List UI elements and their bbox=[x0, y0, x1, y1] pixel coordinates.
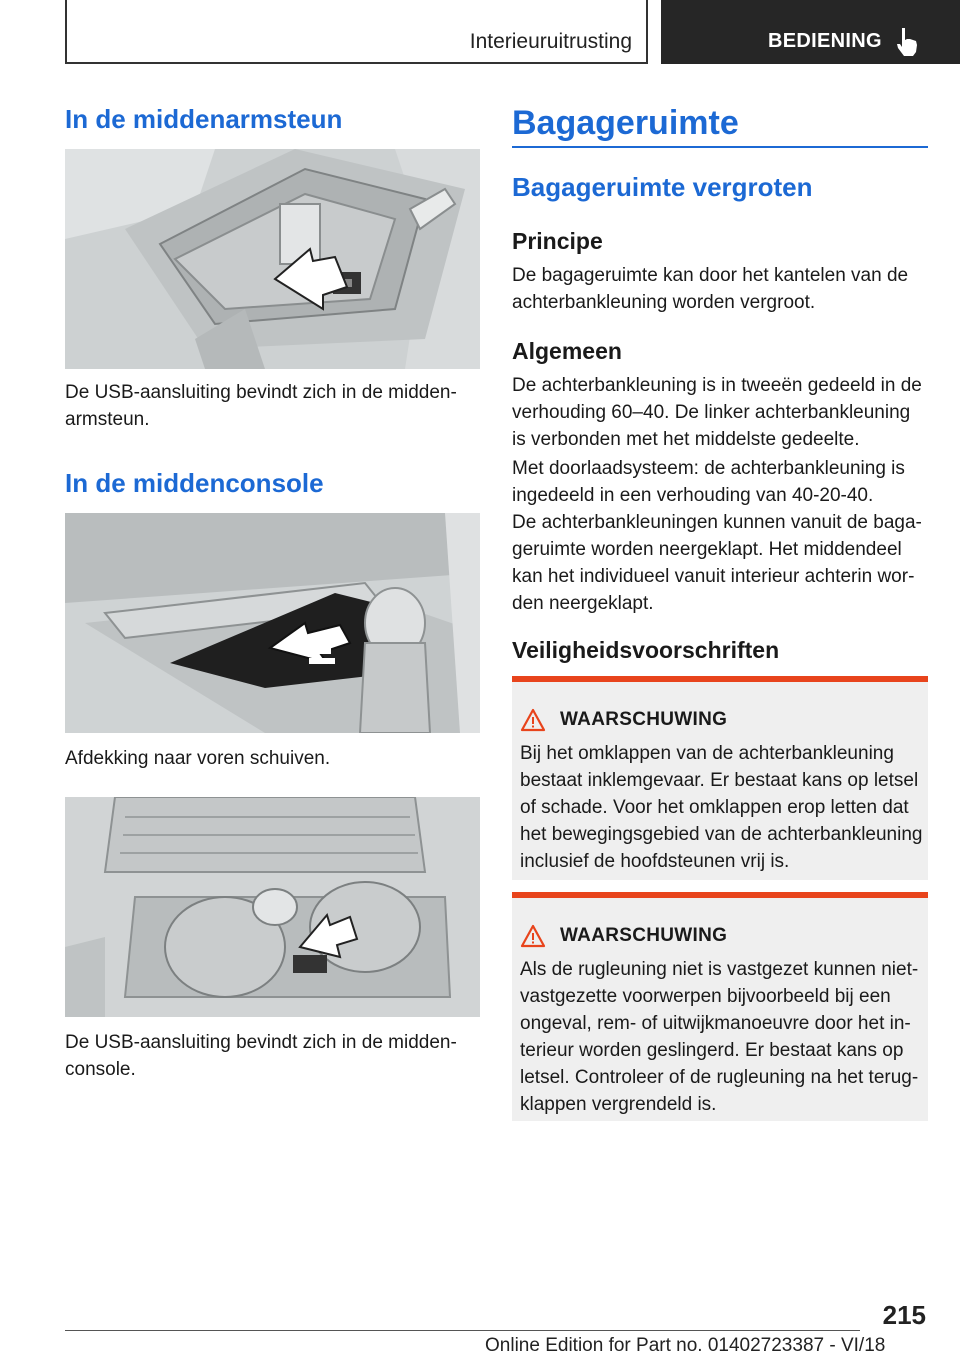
general-heading: Algemeen bbox=[512, 338, 622, 364]
section-subtitle: Bagageruimte vergroten bbox=[512, 172, 813, 202]
armrest-usb-image bbox=[65, 149, 480, 369]
warning-triangle-icon bbox=[520, 924, 546, 948]
caption-console-usb: De USB-aansluiting bevindt zich in de middenconsole. bbox=[65, 1032, 457, 1080]
title-rule bbox=[512, 146, 928, 148]
warning-triangle-icon bbox=[520, 708, 546, 732]
warning-header bbox=[520, 924, 727, 948]
general-text-2: Met doorlaadsysteem: de achterbankleuning is ingedeeld in een verhouding van 40‑20‑40. bbox=[512, 458, 905, 506]
warning-title: WAARSCHUWING bbox=[560, 925, 728, 946]
warning-box bbox=[512, 892, 928, 1121]
header-section-label: Interieuruitrusting bbox=[469, 30, 632, 53]
header-chapter-label: BEDIENING bbox=[768, 30, 882, 52]
header-section-tab bbox=[65, 0, 648, 64]
warning-header bbox=[520, 708, 727, 732]
section-title: Bagageruimte bbox=[512, 104, 739, 142]
console-usb-image bbox=[65, 797, 480, 1017]
principle-text: De bagageruimte kan door het kantelen van de achterbankleuning worden vergroot. bbox=[512, 265, 909, 313]
page-number: 215 bbox=[882, 1300, 926, 1330]
edition-text: Online Edition for Part no. 01402723387 - VI/18 bbox=[485, 1335, 886, 1356]
hand-pointer-icon bbox=[893, 26, 921, 58]
heading-armrest: In de middenarmsteun bbox=[65, 104, 343, 134]
general-text-3: De achterbankleuningen kunnen vanuit de bagageruimte worden neergeklapt. Het middendeel kan het individueel vanuit interieur achterin worden neergeklapt. bbox=[512, 512, 922, 614]
warning-text: Als de rugleuning niet is vastgezet kunnen niet-vastgezette voorwerpen bijvoorbeeld bij een ongeval, rem- of uitwijkmanoeuvre door het interieur worden geslingerd. Er bestaat kans op letsel. Controleer of de rugleuning na het terugklappen vergrendeld is. bbox=[520, 959, 919, 1115]
footer-rule bbox=[65, 1330, 860, 1331]
principle-heading: Principe bbox=[512, 228, 603, 254]
console-cover-image bbox=[65, 513, 480, 733]
caption-armrest: De USB-aansluiting bevindt zich in de middenarmsteun. bbox=[65, 382, 457, 430]
safety-heading: Veiligheidsvoorschriften bbox=[512, 637, 780, 663]
caption-console-cover: Afdekking naar voren schuiven. bbox=[65, 748, 331, 769]
warning-title: WAARSCHUWING bbox=[560, 709, 728, 730]
warning-text: Bij het omklappen van de achterbankleuning bestaat inklemgevaar. Er bestaat kans op letsel of schade. Voor het omklappen erop letten dat het bewegingsgebied van de achterbankleuning inclusief de hoofdsteunen vrij is. bbox=[520, 743, 923, 872]
warning-box bbox=[512, 676, 928, 880]
general-text-1: De achterbankleuning is in tweeën gedeeld in de verhouding 60–40. De linker achterbankleuning is verbonden met het middelste gedeelte. bbox=[512, 375, 922, 450]
heading-console: In de middenconsole bbox=[65, 468, 324, 498]
